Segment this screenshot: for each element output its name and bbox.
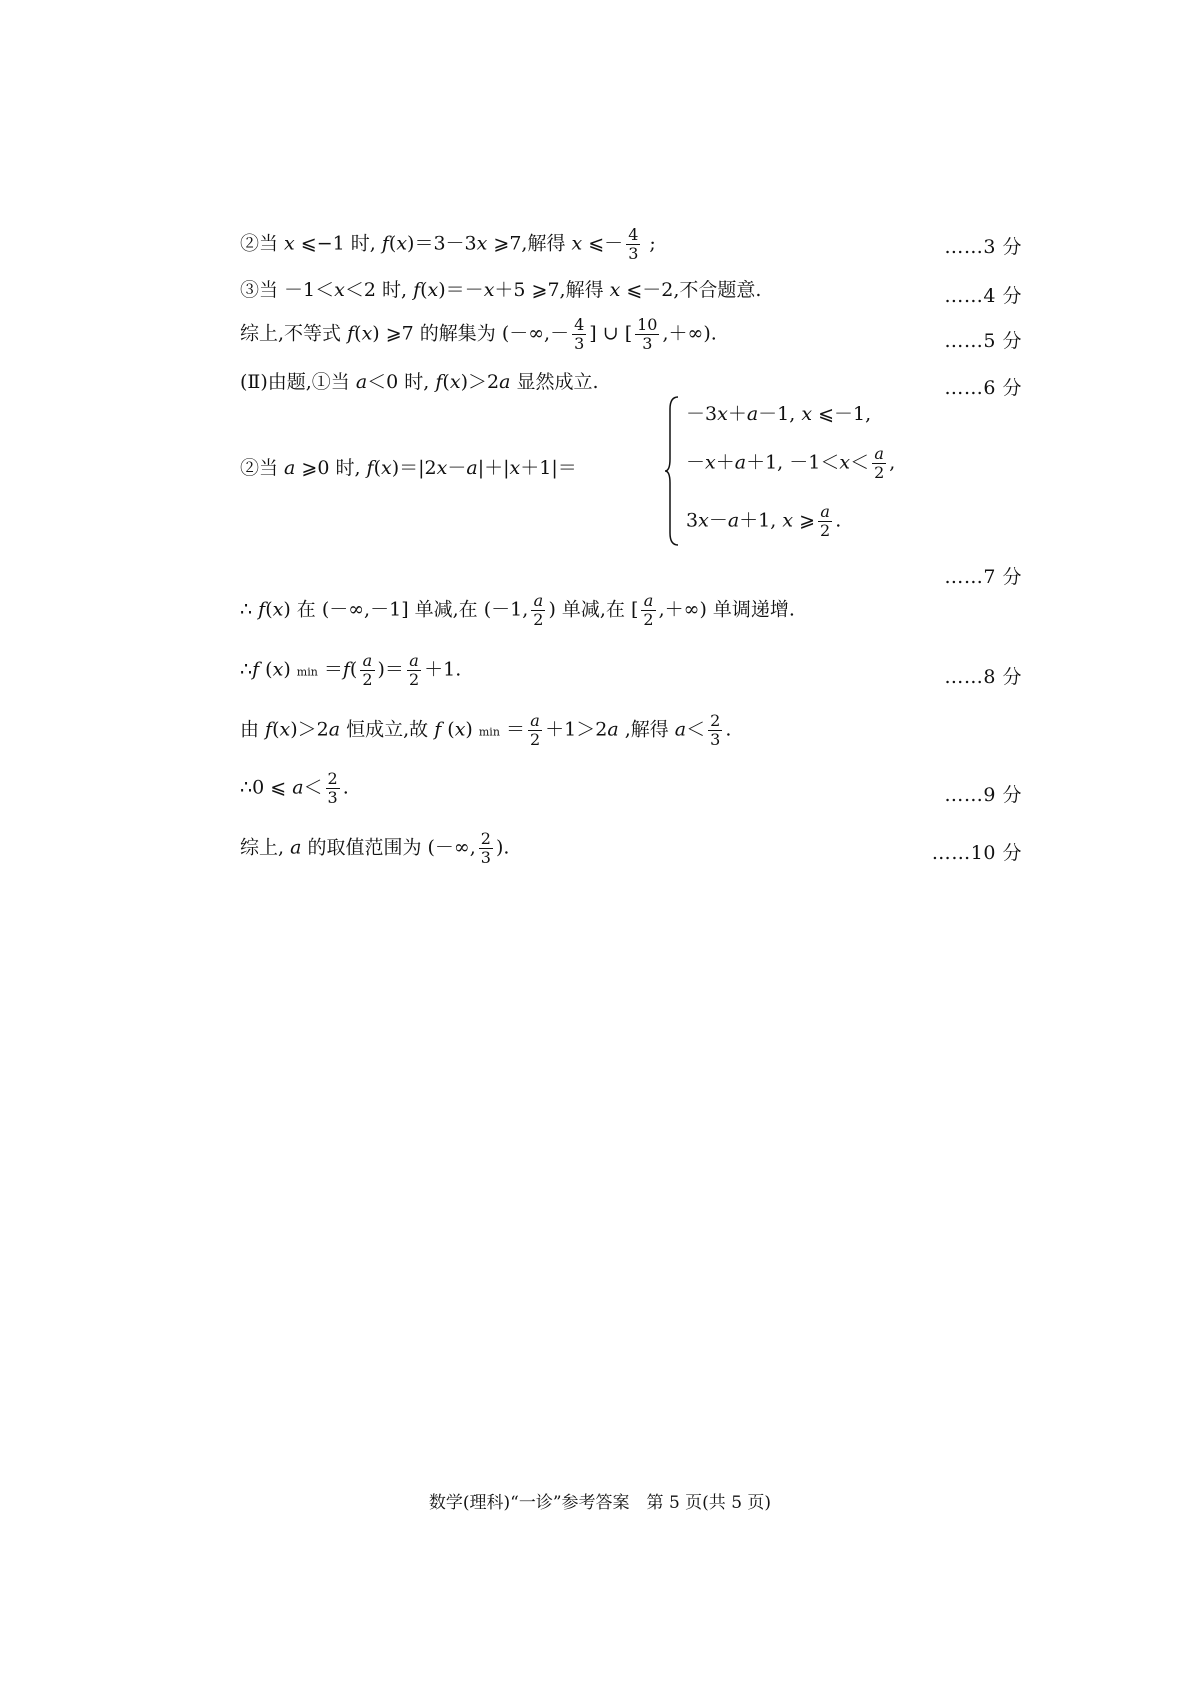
fraction: $\frac{4}{3}$ [628, 225, 639, 263]
score-9: ……9 分 [944, 784, 1022, 806]
solution-line-7: ∴f (x) min ＝f( $\frac{a}{2}$ )＝ $\frac{a}{2}$ ＋1. [240, 651, 462, 689]
solution-line-10: 综上, a 的取值范围为 (－∞, $\frac{2}{3}$ ). [240, 829, 510, 867]
case-3: 3x－a＋1, x ⩾ $\frac{a}{2}$ . [686, 502, 842, 540]
fraction: $\frac{a}{2}$ [820, 502, 831, 540]
fraction: $\frac{4}{3}$ [574, 315, 585, 353]
fraction: $\frac{a}{2}$ [643, 591, 654, 629]
score-10: ……10 分 [931, 842, 1022, 864]
page-footer: 数学(理科)“一诊”参考答案 第 5 页(共 5 页) [428, 1493, 772, 1513]
fraction: $\frac{a}{2}$ [874, 444, 885, 482]
solution-line-3: 综上,不等式 f(x) ⩾7 的解集为 (－∞,－ $\frac{4}{3}$ ] ∪ [ $\frac{10}{3}$ ,＋∞). [240, 315, 717, 353]
solution-line-9: ∴0 ⩽ a＜ $\frac{2}{3}$ . [240, 769, 349, 807]
score-4: ……4 分 [944, 285, 1022, 307]
score-6: ……6 分 [944, 377, 1022, 399]
fraction: $\frac{2}{3}$ [327, 769, 338, 807]
fraction: $\frac{2}{3}$ [710, 711, 721, 749]
piecewise-definition [240, 395, 960, 555]
score-8: ……8 分 [944, 666, 1022, 688]
fraction: $\frac{a}{2}$ [533, 591, 544, 629]
solution-line-6: ∴ f(x) 在 (－∞,－1] 单减,在 (－1, $\frac{a}{2}$ ) 单减,在 [ $\frac{a}{2}$ ,＋∞) 单调递增. [240, 591, 795, 629]
fraction: $\frac{10}{3}$ [637, 315, 658, 353]
score-5: ……5 分 [944, 330, 1022, 352]
fraction: $\frac{a}{2}$ [529, 711, 541, 749]
solution-line-8: 由 f(x)＞2a 恒成立,故 f (x) min ＝ $\frac{a}{2}$ ＋1＞2a ,解得 a＜ $\frac{2}{3}$ . [240, 711, 732, 749]
case-2: －x＋a＋1, －1＜x＜ $\frac{a}{2}$ , [686, 444, 896, 482]
solution-line-1: ②当 x ⩽−1 时, f(x)＝3－3x ⩾7,解得 x ⩽－ $\frac{4}{3}$ ; [240, 225, 656, 263]
piecewise-prefix: ②当 a ⩾0 时, f(x)＝|2x－a|＋|x＋1|＝ [240, 457, 577, 479]
fraction: $\frac{2}{3}$ [480, 829, 491, 867]
score-3: ……3 分 [944, 236, 1022, 258]
fraction: $\frac{a}{2}$ [408, 651, 420, 689]
case-1: －3x＋a－1, x ⩽－1, [686, 403, 872, 425]
left-brace-icon [664, 395, 680, 547]
solution-line-2: ③当 －1＜x＜2 时, f(x)＝－x＋5 ⩾7,解得 x ⩽－2,不合题意. [240, 279, 762, 301]
score-7: ……7 分 [944, 566, 1022, 588]
solution-line-4: (Ⅱ)由题,①当 a＜0 时, f(x)＞2a 显然成立. [240, 371, 599, 393]
fraction: $\frac{a}{2}$ [362, 651, 373, 689]
